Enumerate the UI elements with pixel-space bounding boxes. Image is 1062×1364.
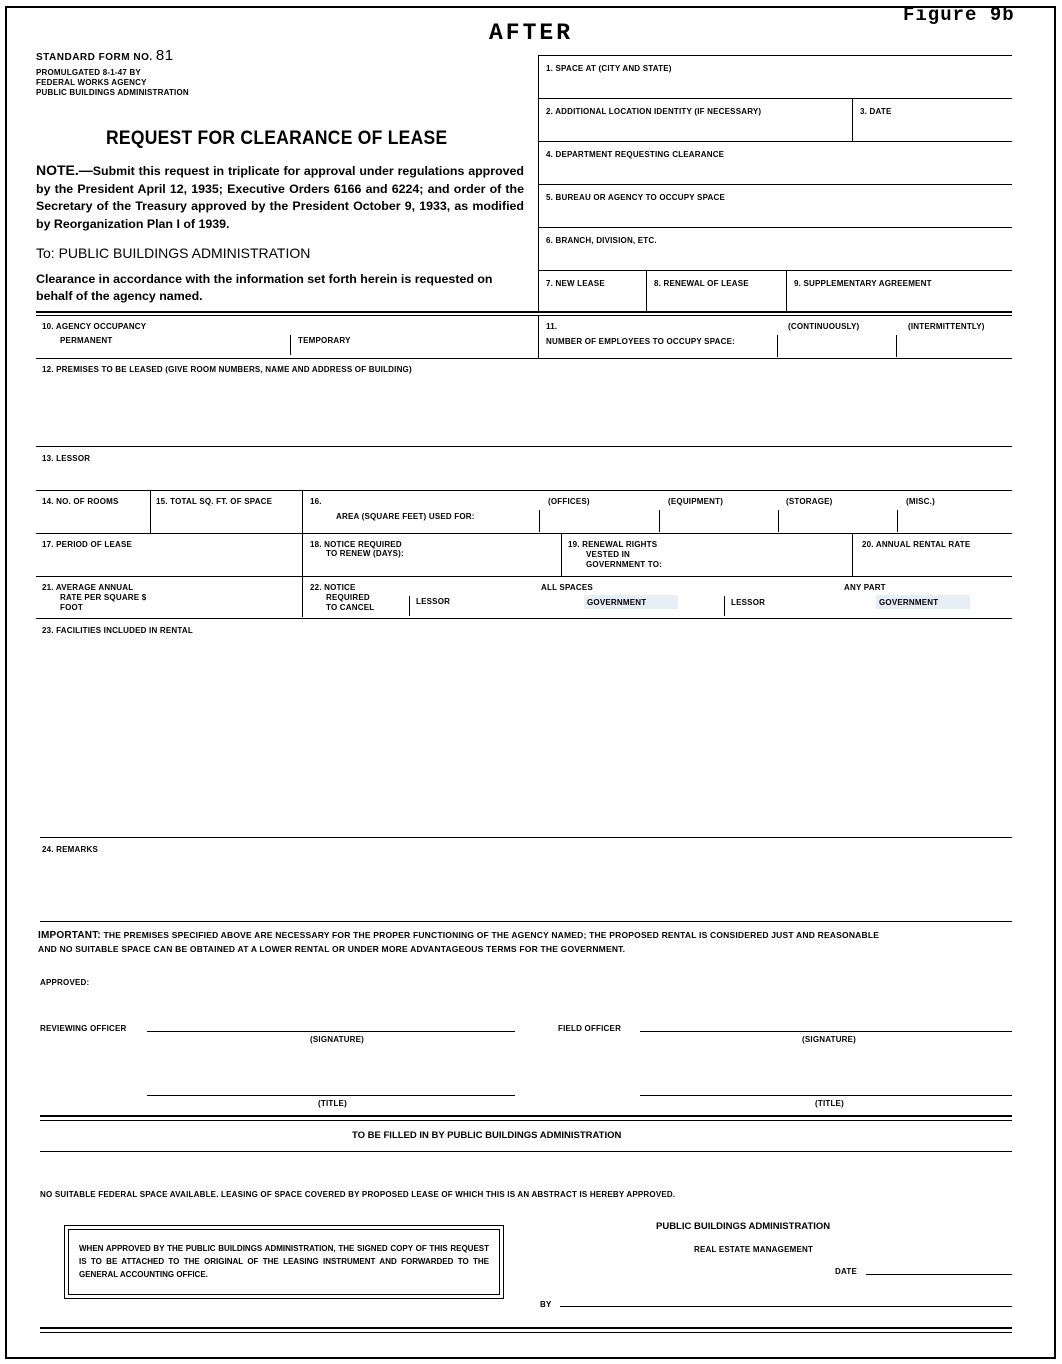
- bottom-double-rule-bottom: [40, 1332, 1012, 1333]
- rule-important: [40, 921, 1012, 922]
- after-label: AFTER: [489, 20, 574, 46]
- field-23-label: 23. FACILITIES INCLUDED IN RENTAL: [42, 626, 193, 635]
- pba-date-label: DATE: [835, 1267, 857, 1276]
- rule-f6: [538, 227, 1012, 228]
- field-16-misc: (MISC.): [906, 497, 935, 506]
- rule-f5: [538, 184, 1012, 185]
- divider-lessor: [409, 596, 410, 616]
- form-number: [36, 47, 174, 64]
- clearance-text: Clearance in accordance with the information set forth herein is requested on behalf of the agency named.: [36, 272, 493, 303]
- double-rule-bottom: [36, 315, 1012, 316]
- field-22-lessor: LESSOR: [416, 597, 451, 606]
- bottom-double-rule-top: [40, 1327, 1012, 1329]
- rule-f12: [36, 358, 1012, 359]
- right-block-divider: [538, 55, 539, 311]
- pba-heading: TO BE FILLED IN BY PUBLIC BUILDINGS ADMINISTRATION: [352, 1130, 622, 1141]
- reviewing-officer-signature-line[interactable]: [147, 1031, 515, 1032]
- rule-pba-heading: [40, 1151, 1012, 1152]
- field-21-label-c: FOOT: [60, 603, 84, 612]
- field-18-label-b: TO RENEW (DAYS):: [326, 549, 404, 558]
- field-5-label: 5. BUREAU OR AGENCY TO OCCUPY SPACE: [546, 193, 726, 202]
- rule-f23: [36, 618, 1012, 619]
- rule-f14: [36, 490, 1012, 491]
- important-line-1: [38, 930, 879, 942]
- field-16-offices: (OFFICES): [548, 497, 590, 506]
- divider-f8: [646, 270, 647, 311]
- form-number-label: STANDARD FORM NO.: [36, 52, 153, 63]
- field-22-all-spaces: ALL SPACES: [541, 583, 593, 592]
- field-19-label-c: GOVERNMENT TO:: [586, 560, 662, 569]
- divider-f19: [561, 533, 562, 576]
- field-12-label: 12. PREMISES TO BE LEASED (GIVE ROOM NUMBERS, NAME AND ADDRESS OF BUILDING): [42, 365, 412, 374]
- approved-label: APPROVED:: [40, 978, 90, 987]
- field-21-label-a: 21. AVERAGE ANNUAL: [42, 583, 134, 592]
- divider-intermittently: [896, 335, 897, 357]
- rule-f13: [36, 446, 1012, 447]
- rule-f21: [36, 576, 1012, 577]
- promulgated-line-3: PUBLIC BUILDINGS ADMINISTRATION: [36, 88, 189, 97]
- pba-by-line[interactable]: [560, 1306, 1012, 1307]
- to-line: To: PUBLIC BUILDINGS ADMINISTRATION: [36, 245, 311, 261]
- field-22-label-b: REQUIRED: [326, 593, 370, 602]
- field-22-any-part: ANY PART: [844, 583, 886, 592]
- field-19-label-b: VESTED IN: [586, 550, 631, 559]
- field-6-label: 6. BRANCH, DIVISION, ETC.: [546, 236, 657, 245]
- divider-f9: [786, 270, 787, 311]
- rule-f7: [538, 270, 1012, 271]
- divider-f11: [538, 315, 539, 358]
- gao-notice-box: [68, 1229, 500, 1295]
- field-10-label: 10. AGENCY OCCUPANCY: [42, 322, 147, 331]
- field-4-label: 4. DEPARTMENT REQUESTING CLEARANCE: [546, 150, 725, 159]
- promulgated-line-1: PROMULGATED 8-1-47 BY: [36, 68, 141, 77]
- field-22-government: GOVERNMENT: [587, 598, 647, 607]
- pba-by-label: BY: [540, 1300, 552, 1309]
- field-officer-label: FIELD OFFICER: [558, 1024, 622, 1033]
- field-7-label: 7. NEW LEASE: [546, 279, 605, 288]
- field-16-storage: (STORAGE): [786, 497, 833, 506]
- divider-continuously: [777, 335, 778, 357]
- field-19-label-a: 19. RENEWAL RIGHTS: [568, 540, 658, 549]
- field-15-label: 15. TOTAL SQ. FT. OF SPACE: [156, 497, 273, 506]
- field-1-label: 1. SPACE AT (CITY AND STATE): [546, 64, 672, 73]
- pba-double-rule-bottom: [40, 1120, 1012, 1121]
- divider-offices: [539, 510, 540, 532]
- divider-temporary: [290, 335, 291, 355]
- pba-approval-line: NO SUITABLE FEDERAL SPACE AVAILABLE. LEASING OF SPACE COVERED BY PROPOSED LEASE OF WHICH THIS IS AN ABSTRACT IS HEREBY APPROVED.: [40, 1190, 676, 1199]
- important-text-2: AND NO SUITABLE SPACE CAN BE OBTAINED AT A LOWER RENTAL OR UNDER MORE ADVANTAGEOUS TERMS FOR THE GOVERNMENT.: [38, 944, 626, 954]
- divider-f22: [302, 576, 303, 617]
- divider-f20: [852, 533, 853, 576]
- field-10-temporary: TEMPORARY: [298, 336, 351, 345]
- field-2-label: 2. ADDITIONAL LOCATION IDENTITY (IF NECESSARY): [546, 107, 762, 116]
- field-14-label: 14. NO. OF ROOMS: [42, 497, 119, 506]
- field-18-label-a: 18. NOTICE REQUIRED: [310, 540, 402, 549]
- field-9-label: 9. SUPPLEMENTARY AGREEMENT: [794, 279, 932, 288]
- field-11-intermittently: (INTERMITTENTLY): [908, 322, 985, 331]
- field-3-label: 3. DATE: [860, 107, 892, 116]
- reviewing-officer-title-caption: (TITLE): [318, 1099, 347, 1108]
- field-16-label: 16.: [310, 497, 322, 506]
- important-text-1: THE PREMISES SPECIFIED ABOVE ARE NECESSARY FOR THE PROPER FUNCTIONING OF THE AGENCY NAMED; THE PROPOSED RENTAL IS CONSIDERED JUST AND REASONABLE: [103, 930, 880, 940]
- field-8-label: 8. RENEWAL OF LEASE: [654, 279, 749, 288]
- field-officer-title-line[interactable]: [640, 1095, 1012, 1096]
- field-10-permanent: PERMANENT: [60, 336, 113, 345]
- divider-storage: [778, 510, 779, 532]
- pba-double-rule-top: [40, 1115, 1012, 1117]
- field-13-label: 13. LESSOR: [42, 454, 91, 463]
- reviewing-officer-signature-caption: (SIGNATURE): [310, 1035, 365, 1044]
- field-officer-title-caption: (TITLE): [815, 1099, 844, 1108]
- field-22-government-2: GOVERNMENT: [879, 598, 939, 607]
- field-11-continuously: (CONTINUOUSLY): [788, 322, 860, 331]
- form-number-value: 81: [155, 47, 174, 64]
- field-20-label: 20. ANNUAL RENTAL RATE: [862, 540, 971, 549]
- field-11-label: 11.: [546, 322, 558, 331]
- field-16-equipment: (EQUIPMENT): [668, 497, 724, 506]
- field-22-label-c: TO CANCEL: [326, 603, 375, 612]
- rule-f24: [40, 837, 1012, 838]
- divider-f16: [302, 490, 303, 533]
- figure-label: Figure 9b: [903, 4, 1015, 26]
- field-officer-signature-line[interactable]: [640, 1031, 1012, 1032]
- pba-org-name: PUBLIC BUILDINGS ADMINISTRATION: [656, 1221, 831, 1232]
- divider-equipment: [659, 510, 660, 532]
- promulgated-line-2: FEDERAL WORKS AGENCY: [36, 78, 147, 87]
- divider-f15: [150, 490, 151, 533]
- field-24-label: 24. REMARKS: [42, 845, 98, 854]
- field-17-label: 17. PERIOD OF LEASE: [42, 540, 133, 549]
- reviewing-officer-label: REVIEWING OFFICER: [40, 1024, 127, 1033]
- field-16-area: AREA (SQUARE FEET) USED FOR:: [336, 512, 475, 521]
- form-title: REQUEST FOR CLEARANCE OF LEASE: [106, 128, 448, 149]
- field-21-label-b: RATE PER SQUARE $: [60, 593, 147, 602]
- note-lead: NOTE.—: [36, 162, 93, 178]
- rule-f17: [36, 533, 1012, 534]
- field-officer-signature-caption: (SIGNATURE): [802, 1035, 857, 1044]
- note-body: Submit this request in triplicate for approval under regulations approved by the President April 12, 1935; Executive Orders 6166 and 6224; and order of the Secretary of the Treasury approved by the President October 9, 1933, as modified by Reorganization Plan I of 1939.: [36, 164, 524, 231]
- pba-date-line[interactable]: [866, 1274, 1012, 1275]
- pba-dept: REAL ESTATE MANAGEMENT: [694, 1245, 814, 1254]
- divider-f3: [852, 98, 853, 141]
- divider-f18: [302, 533, 303, 576]
- double-rule-top: [36, 311, 1012, 313]
- rule-f2: [538, 98, 1012, 99]
- note-paragraph: [36, 162, 524, 233]
- rule-top-right: [538, 55, 1012, 56]
- important-lead: IMPORTANT:: [38, 930, 101, 941]
- rule-f4: [538, 141, 1012, 142]
- divider-lessor-2: [724, 596, 725, 616]
- gao-notice-text: WHEN APPROVED BY THE PUBLIC BUILDINGS ADMINISTRATION, THE SIGNED COPY OF THIS REQUEST IS TO BE ATTACHED TO THE ORIGINAL OF THE LEASING INSTRUMENT AND FORWARDED TO THE GENERAL ACCOUNTING OFFICE.: [79, 1244, 489, 1279]
- divider-misc: [897, 510, 898, 532]
- field-22-label-a: 22. NOTICE: [310, 583, 356, 592]
- field-11-employees: NUMBER OF EMPLOYEES TO OCCUPY SPACE:: [546, 337, 736, 346]
- field-22-lessor-2: LESSOR: [731, 598, 766, 607]
- reviewing-officer-title-line[interactable]: [147, 1095, 515, 1096]
